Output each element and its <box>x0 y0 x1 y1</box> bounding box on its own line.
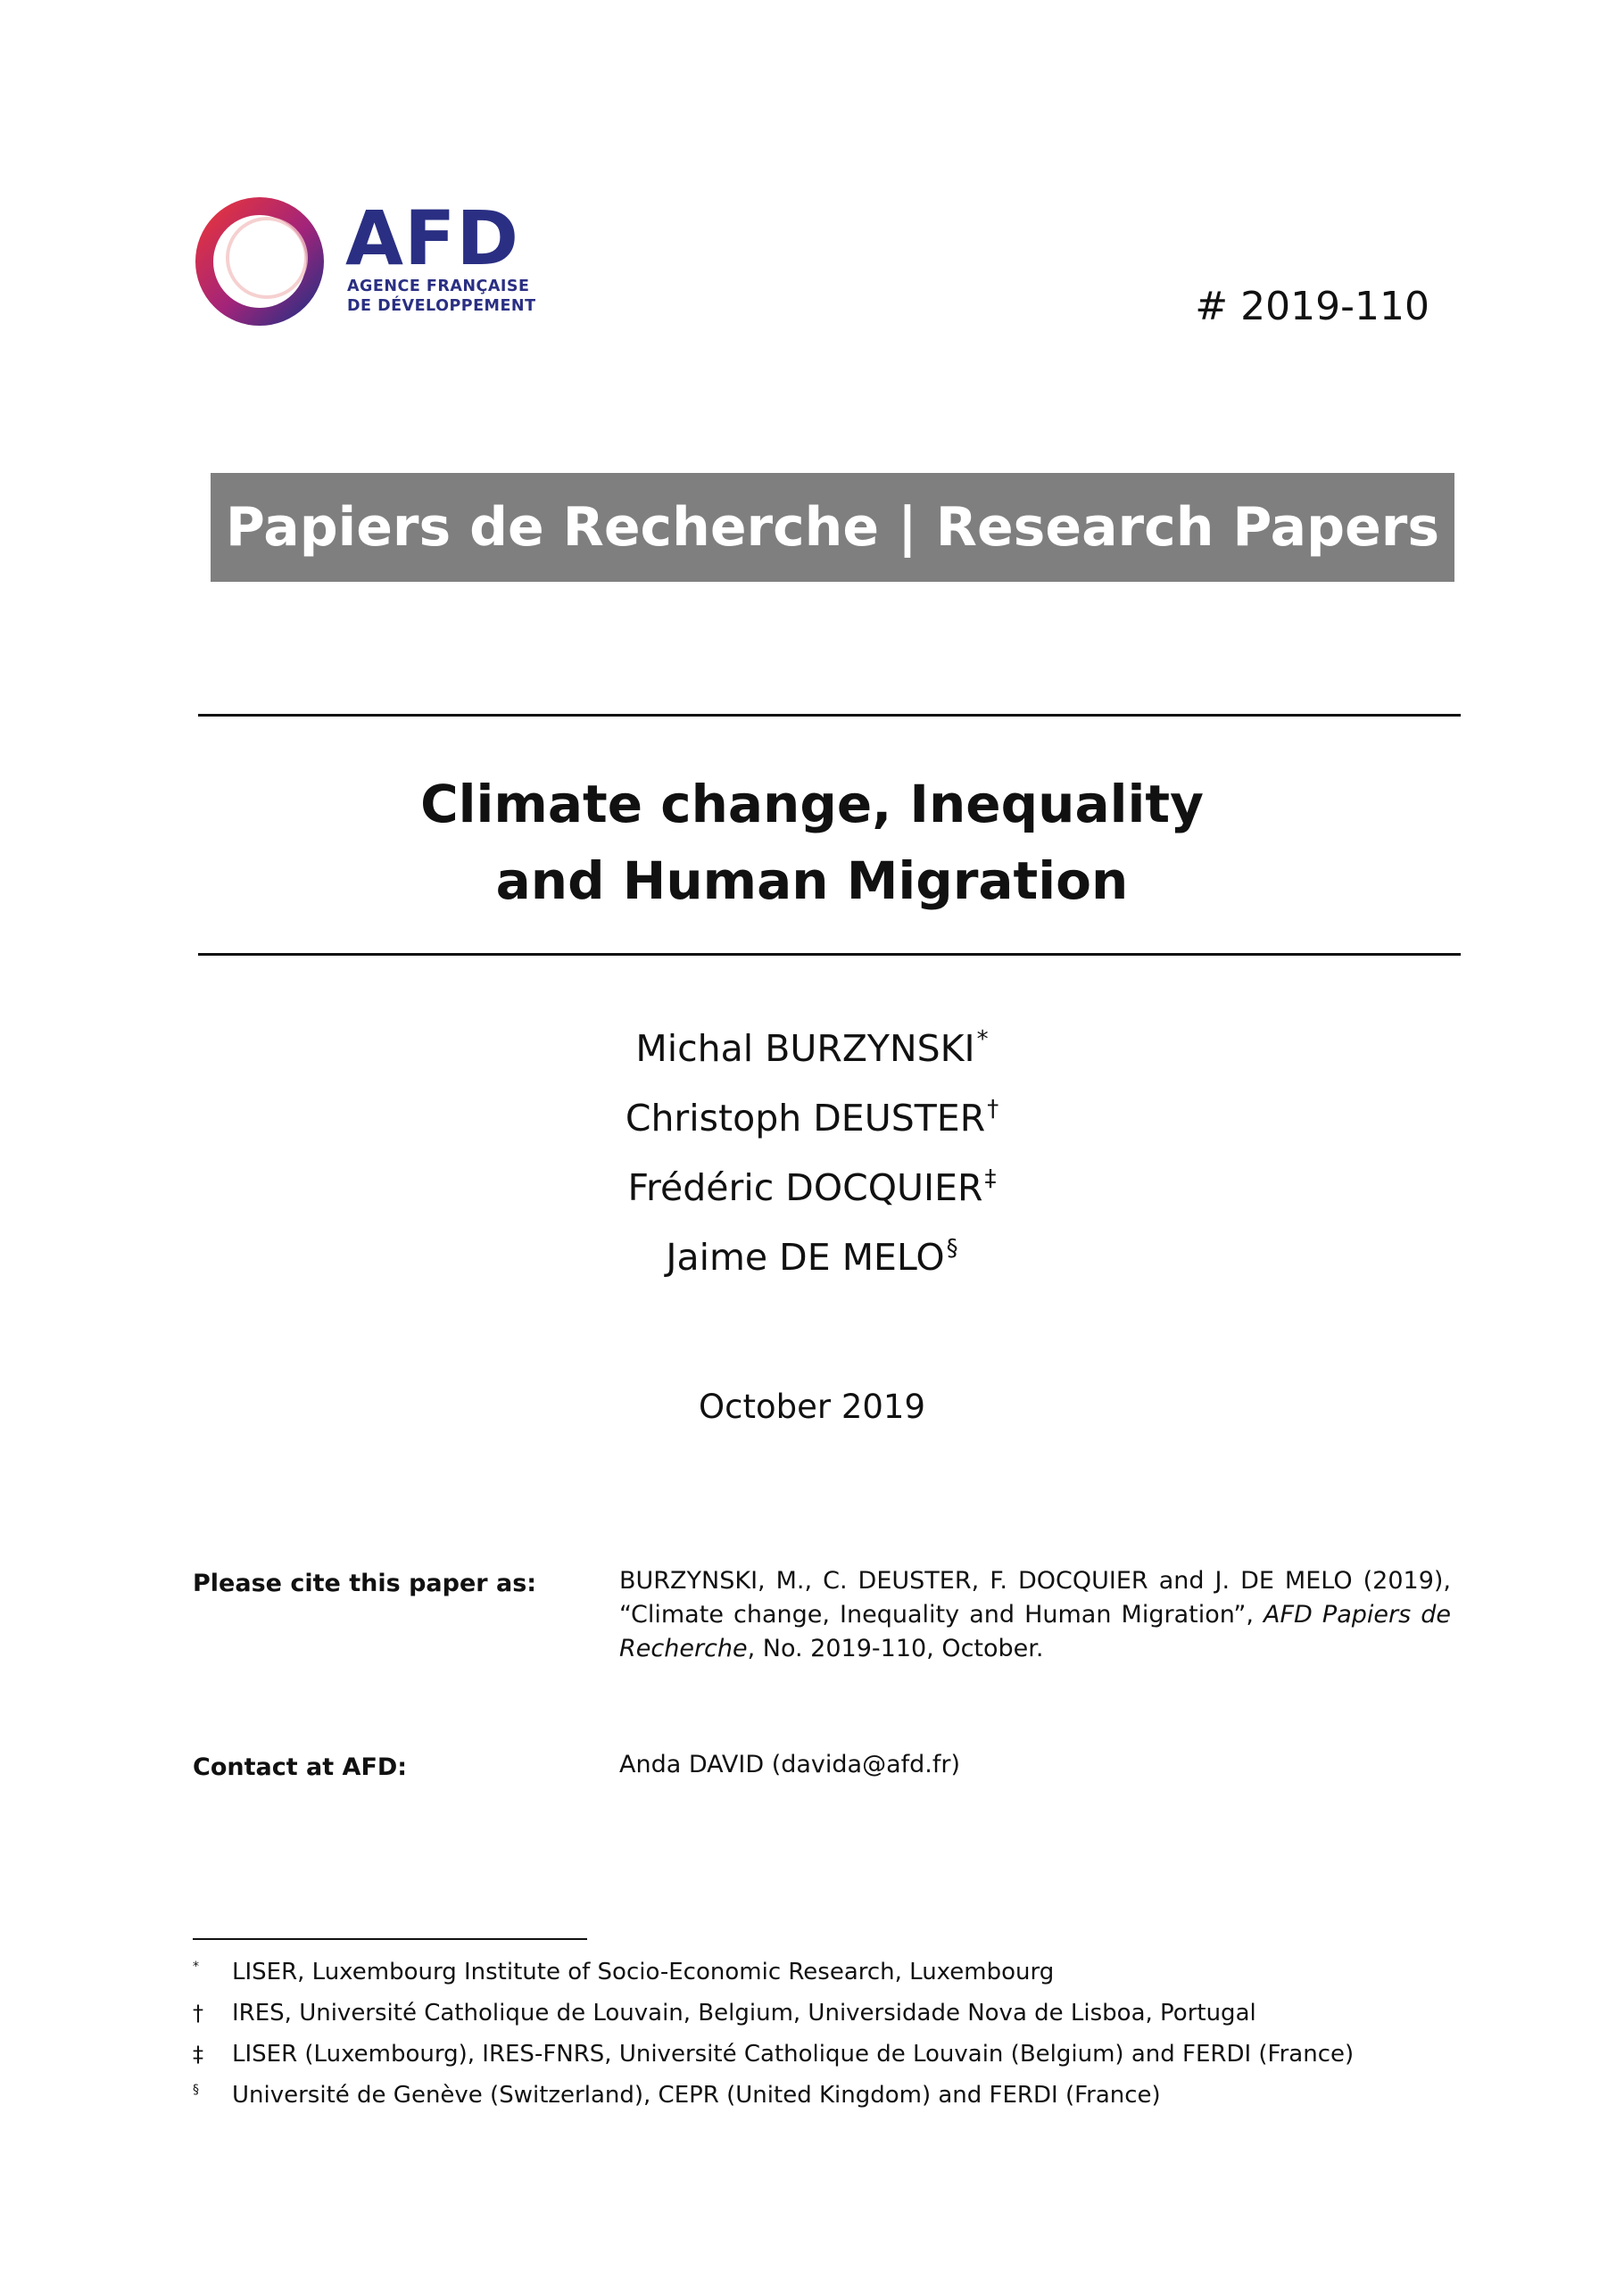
author-name: Christoph DEUSTER <box>625 1097 986 1140</box>
author-footnote-mark: § <box>946 1235 958 1262</box>
author-name: Jaime DE MELO <box>666 1236 945 1279</box>
footnote-4 <box>193 2084 1161 2107</box>
citation-text <box>619 1564 1451 1666</box>
footnote-mark: * <box>193 1960 199 1974</box>
series-banner <box>211 473 1454 582</box>
contact-value: Anda DAVID (davida@afd.fr) <box>619 1751 961 1778</box>
footnote-2 <box>193 2002 1256 2025</box>
footnote-1 <box>193 1960 1054 1984</box>
afd-logo <box>192 190 536 333</box>
logo-tagline-2: DE DÉVELOPPEMENT <box>347 297 536 315</box>
paper-title-line-2: and Human Migration <box>495 850 1129 911</box>
author-2 <box>0 1096 1624 1140</box>
footnote-text: LISER, Luxembourg Institute of Socio-Economic Research, Luxembourg <box>232 1959 1055 1985</box>
logo-tagline-1: AGENCE FRANÇAISE <box>347 278 530 295</box>
title-top-rule <box>198 714 1461 717</box>
author-footnote-mark: ‡ <box>984 1165 997 1192</box>
footnote-mark: ‡ <box>193 2042 203 2067</box>
author-footnote-mark: † <box>987 1096 999 1123</box>
author-4 <box>0 1235 1624 1279</box>
citation-journal: AFD Papiers de Recherche <box>619 1601 1451 1662</box>
author-name: Frédéric DOCQUIER <box>627 1166 983 1209</box>
paper-number: # 2019-110 <box>1195 284 1429 329</box>
citation-end: , No. 2019-110, October. <box>747 1635 1044 1662</box>
publication-date: October 2019 <box>699 1388 925 1426</box>
footnote-text: LISER (Luxembourg), IRES-FNRS, Université Catholique de Louvain (Belgium) and FERDI (France) <box>232 2041 1355 2068</box>
paper-title-line-1: Climate change, Inequality <box>420 774 1204 834</box>
footnote-mark: † <box>193 2001 203 2026</box>
logo-wordmark: AFD <box>345 195 520 282</box>
footnote-text: IRES, Université Catholique de Louvain, Belgium, Universidade Nova de Lisboa, Portugal <box>232 2000 1256 2027</box>
author-1 <box>0 1026 1624 1070</box>
contact-label: Contact at AFD: <box>193 1753 408 1781</box>
footnote-text: Université de Genève (Switzerland), CEPR (United Kingdom) and FERDI (France) <box>232 2082 1161 2109</box>
title-bottom-rule <box>198 953 1461 956</box>
footnote-3 <box>193 2043 1354 2066</box>
footnote-mark: § <box>193 2083 199 2097</box>
paper-title <box>0 766 1624 919</box>
author-name: Michal BURZYNSKI <box>635 1027 975 1070</box>
citation-label: Please cite this paper as: <box>193 1570 537 1597</box>
citation-body: BURZYNSKI, M., C. DEUSTER, F. DOCQUIER and J. DE MELO (2019), “Climate change, Inequality and Human Migration”, <box>619 1567 1451 1629</box>
series-label: Papiers de Recherche | Research Papers <box>225 496 1440 559</box>
footnote-rule <box>193 1938 587 1940</box>
afd-ring-icon <box>192 190 335 333</box>
author-footnote-mark: * <box>976 1026 989 1053</box>
author-3 <box>0 1165 1624 1209</box>
